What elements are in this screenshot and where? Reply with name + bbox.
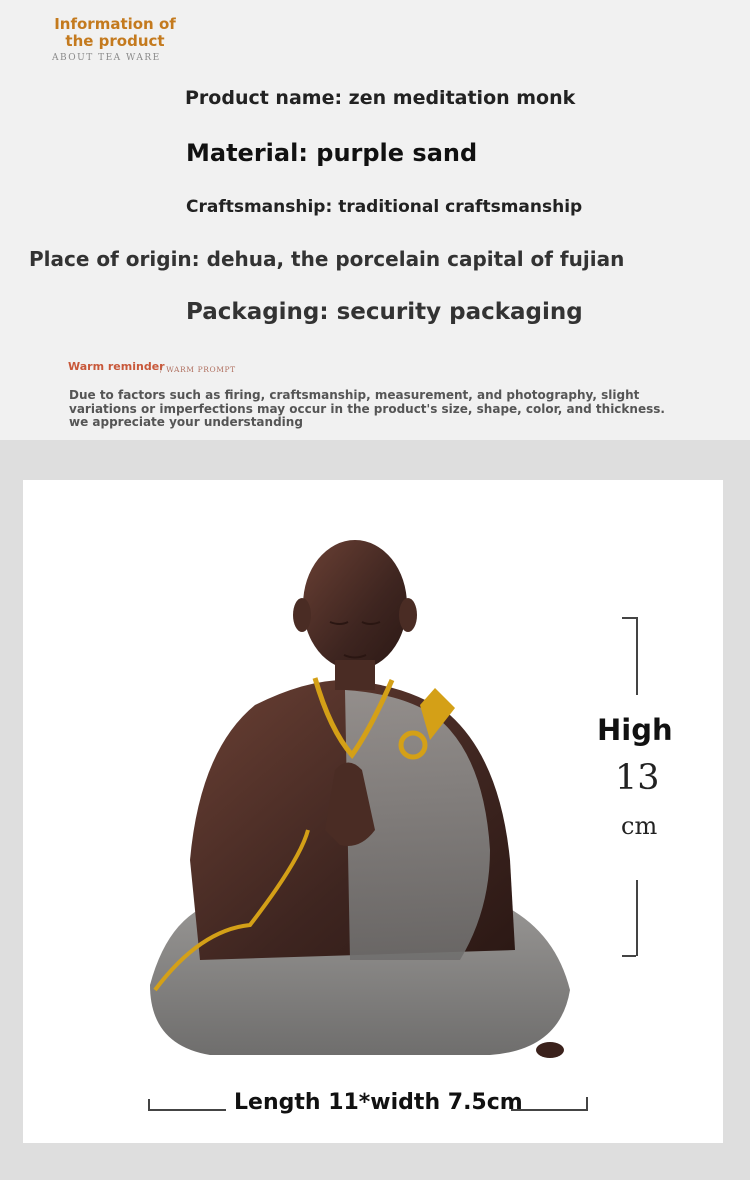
length-marker-right-tick bbox=[586, 1097, 588, 1111]
product-info-section bbox=[0, 0, 750, 440]
height-unit: cm bbox=[621, 812, 658, 840]
spec-packaging: Packaging: security packaging bbox=[186, 299, 583, 325]
reminder-text: Due to factors such as firing, craftsmanship, measurement, and photography, slight variations or imperfections may occur in the product's size, shape, color, and thickness. we appreciate your understanding bbox=[69, 388, 665, 429]
reminder-subtitle: / WARM PROMPT bbox=[160, 365, 236, 374]
height-value: 13 bbox=[615, 758, 660, 798]
monk-figurine-image bbox=[130, 530, 580, 1070]
length-marker-left-tick bbox=[148, 1099, 150, 1111]
spec-material: Material: purple sand bbox=[186, 139, 478, 167]
height-label: High bbox=[597, 713, 673, 747]
spec-craftsmanship: Craftsmanship: traditional craftsmanship bbox=[186, 197, 583, 217]
length-marker-left-line bbox=[148, 1109, 226, 1111]
spec-origin: Place of origin: dehua, the porcelain capital of fujian bbox=[29, 247, 625, 271]
height-marker-bottom-line bbox=[636, 880, 638, 956]
height-marker-top-tick bbox=[622, 617, 636, 619]
height-marker-bottom-tick bbox=[622, 955, 636, 957]
info-title: Information of the product bbox=[54, 15, 176, 50]
spec-product-name: Product name: zen meditation monk bbox=[185, 87, 576, 109]
reminder-title: Warm reminder bbox=[68, 360, 165, 373]
length-width-label: Length 11*width 7.5cm bbox=[234, 1090, 523, 1115]
info-subtitle: ABOUT TEA WARE bbox=[52, 53, 161, 63]
height-marker-top-line bbox=[636, 617, 638, 695]
